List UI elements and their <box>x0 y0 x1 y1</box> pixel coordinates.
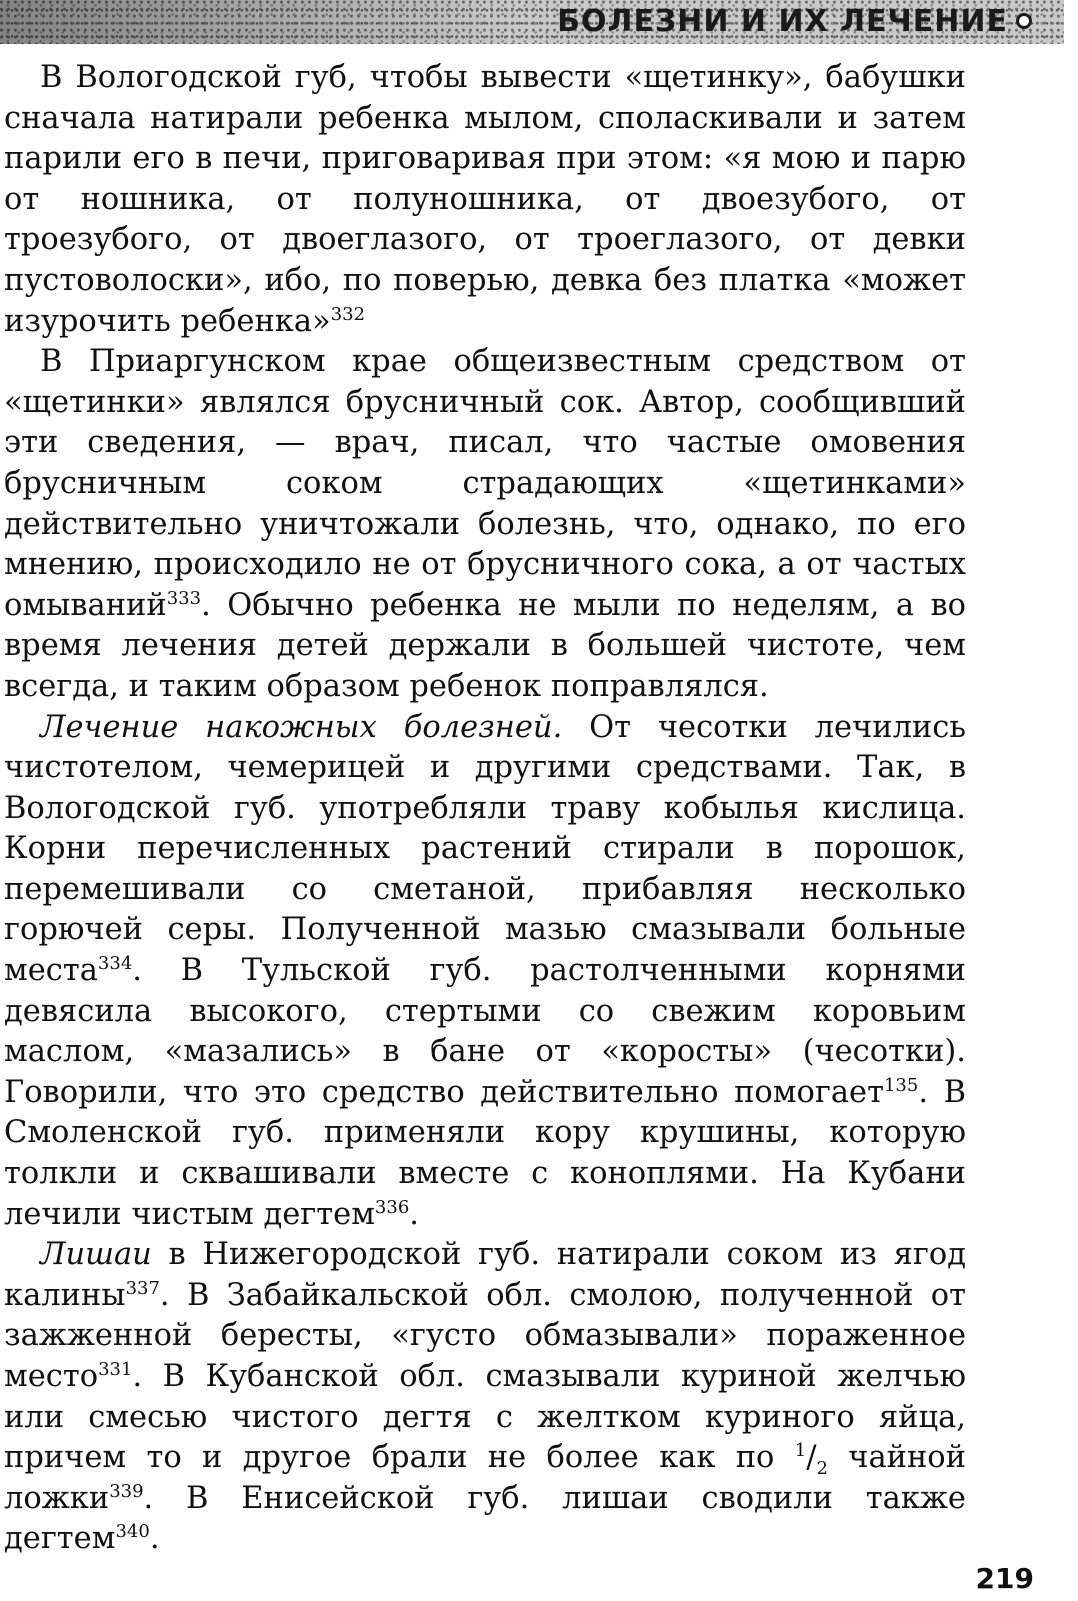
text-run: . В Кубанской обл. смазывали куриной желчью или смесью чистого дегтя с желтком куриного яйца, причем то и другое брали не более как по <box>4 1359 966 1476</box>
paragraph <box>4 708 966 1236</box>
footnote-ref: 334 <box>97 952 133 974</box>
text-run: В Приаргунском крае общеизвестным средством от «щетинки» являлся брусничный сок. Автор, сообщивший эти сведения, — врач, писал, что частые омовения брусничным соком страдающих «щетинками» действительно уничтожали болезнь, что, однако, по его мнению, происходило не от брусничного сока, а от частых омываний <box>4 344 966 623</box>
text-run: в Нижегородской губ. натирали соком из ягод калины <box>4 1237 966 1313</box>
text-run: . <box>409 1196 419 1232</box>
footnote-ref: 340 <box>115 1521 150 1543</box>
paragraph <box>4 1235 966 1560</box>
body-text <box>4 58 966 1560</box>
italic-heading: Лишаи <box>40 1237 152 1273</box>
text-run: . <box>149 1521 160 1557</box>
footnote-ref: 135 <box>883 1074 919 1096</box>
text-run: В Вологодской губ, чтобы вывести «щетинку», бабушки сначала натирали ребенка мылом, споласкивали и затем парили его в печи, приговаривая при этом: «я мою и парю от ношника, от полуношника, от двоезубого, от троезубого, от двоеглазого, от троеглазого, от девки пустоволоски», ибо, по поверью, девка без платка «может изурочить ребенка» <box>4 60 966 339</box>
footnote-ref: 336 <box>374 1196 410 1218</box>
paragraph <box>4 342 966 707</box>
paragraph <box>4 58 966 342</box>
footnote-ref: 333 <box>166 587 202 609</box>
text-run: . В Смоленской губ. применяли кору крушины, которую толкли и сквашивали вместе с коноплями. На Кубани лечили чистым дегтем <box>4 1074 966 1232</box>
text-run: чайной ложки <box>4 1440 966 1516</box>
footnote-ref: 339 <box>109 1480 144 1502</box>
text-run: . В Забайкальской обл. смолою, полученной от зажженной бересты, «густо обмазывали» пораженное место <box>4 1277 966 1394</box>
page-number: 219 <box>975 1562 1034 1595</box>
running-header-band <box>0 0 1064 44</box>
running-header-title: БОЛЕЗНИ И ИХ ЛЕЧЕНИЕ <box>557 4 1008 39</box>
footnote-ref: 337 <box>125 1277 160 1299</box>
text-run: . В Енисейской губ. лишаи сводили также дегтем <box>4 1480 966 1557</box>
text-run: От чесотки лечились чистотелом, чемерицей и другими средствами. Так, в Вологодской губ. употребляли траву кобылья кислица. Корни перечисленных растений стирали в порошок, перемешивали со сметаной, прибавляя несколько горючей серы. Полученной мазью смазывали больные места <box>4 709 966 989</box>
text-run: . В Тульской губ. растолченными корнями девясила высокого, стертыми со свежим коровьим маслом, «мазались» в бане от «коросты» (чесотки). Говорили, что это средство действительно помогает <box>4 953 966 1110</box>
header-texture <box>0 0 520 44</box>
fraction-numerator: 1 <box>794 1440 807 1462</box>
fraction: $^1/_2$ <box>794 1440 828 1480</box>
italic-heading: Лечение накожных болезней. <box>40 709 563 745</box>
header-circle-icon <box>1016 13 1032 29</box>
text-run: . Обычно ребенка не мыли по неделям, а во время лечения детей держали в большей чистоте, чем всегда, и таким образом ребенок поправлялся. <box>4 587 966 704</box>
footnote-ref: 331 <box>98 1358 133 1380</box>
footnote-ref: 332 <box>330 303 366 325</box>
fraction-denominator: 2 <box>816 1458 828 1480</box>
